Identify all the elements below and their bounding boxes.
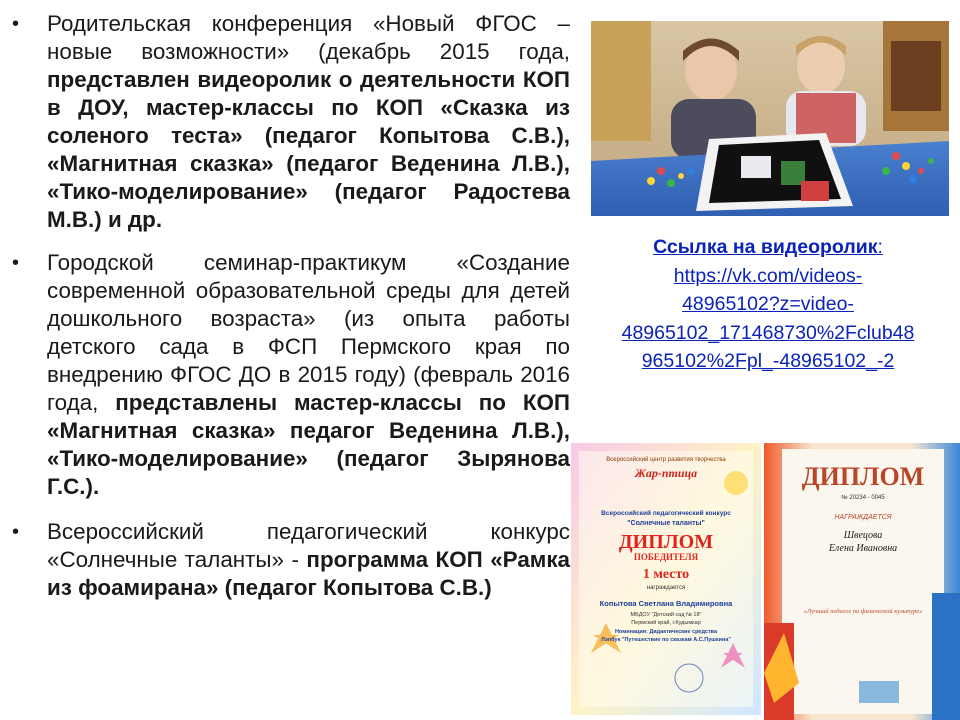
bullet-text-bold: программа КОП «Рамка из фоамирана» (педагог Копытова С.В.) (47, 547, 570, 600)
diploma1-contest-title: Всероссийский педагогический конкурс (601, 510, 731, 517)
diploma2-title: ДИПЛОМ (801, 462, 925, 491)
diploma1-contest-name: "Солнечные таланты" (627, 520, 705, 527)
swimmer-icon (859, 681, 899, 703)
diploma1-work: Лэпбук "Путешествие по сказкам А.С.Пушкина" (600, 637, 732, 643)
diploma1-awarded: награждается (646, 585, 686, 591)
bullet-text (47, 249, 570, 501)
diploma1-title: ДИПЛОМ (618, 531, 714, 553)
bullet-text (47, 518, 570, 602)
bullet-item (10, 10, 570, 234)
bullet-item (10, 518, 570, 602)
video-link-block[interactable] (580, 233, 956, 376)
diploma2-contest: «Лучший педагог по физической культуре» (803, 608, 923, 615)
diploma1-place: 1 место (642, 567, 690, 582)
diploma1-recipient: Копытова Светлана Владимировна (599, 599, 733, 608)
diploma1-brand: Жар-птица (634, 466, 698, 480)
diploma1-recipient-org: МБДОУ "Детский сад № 18" (630, 612, 702, 618)
video-link-url-line[interactable]: 48965102?z=video- (682, 293, 854, 315)
diploma2-name-line2: Елена Ивановна (828, 543, 898, 554)
bullet-text-bold: представлены мастер-классы по КОП «Магнитная сказка» педагог Веденина Л.В.), «Тико-моделирование» (педагог Зырянова Г.С.). (47, 390, 570, 499)
video-link-url-line[interactable]: 48965102_171468730%2Fclub48 (621, 321, 915, 344)
video-link-url-line[interactable]: 965102%2Fpl_-48965102_-2 (641, 350, 895, 372)
video-link-url-line[interactable]: https://vk.com/videos- (673, 264, 863, 287)
diploma1-winner: ПОБЕДИТЕЛЯ (633, 552, 699, 562)
bullet-text-regular: Всероссийский педагогический конкурс «Солнечные таланты» - (47, 519, 570, 572)
diploma-solnechnye-talanty (571, 443, 761, 715)
bullet-list (10, 10, 570, 602)
children-photo (591, 21, 949, 216)
bullet-text (47, 10, 570, 234)
bullet-text-regular: Родительская конференция «Новый ФГОС – новые возможности» (декабрь 2015 года, (47, 11, 570, 64)
diploma2-number: № 20234 - 0045 (841, 495, 885, 501)
bullet-dot-icon: • (12, 521, 20, 543)
bullet-dot-icon: • (12, 252, 20, 274)
diploma2-name-line1: Швецова (843, 530, 883, 541)
diploma1-nomination: Номинация: Дидактические средства (614, 629, 718, 635)
bullet-item (10, 249, 570, 501)
bullet-dot-icon: • (12, 13, 20, 35)
bullet-text-regular: Городской семинар-практикум «Создание современной образовательной среды для детей дошкольного возраста» (из опыта работы детского сада в ФСП Пермского края по внедрению ФГОС ДО в 2015 году) (февраль 2016 года, (47, 250, 570, 415)
diploma-best-pe-teacher (764, 443, 960, 720)
diploma2-awarded: НАГРАЖДАЕТСЯ (834, 514, 892, 521)
video-link-caption[interactable]: Ссылка на видеоролик (653, 236, 878, 258)
video-link-colon: : (877, 236, 883, 258)
diploma1-org: Всероссийский центр развития творчества (606, 457, 726, 463)
diploma1-region: Пермский край, г.Кудымкар (631, 620, 701, 626)
bullet-text-bold: представлен видеоролик о деятельности КОП в ДОУ, мастер-классы по КОП «Сказка из соленого теста» (педагог Копытова С.В.), «Магнитная сказка» (педагог Веденина Л.В.), «Тико-моделирование» (педагог Радостева М.В.) и др. (47, 67, 570, 232)
